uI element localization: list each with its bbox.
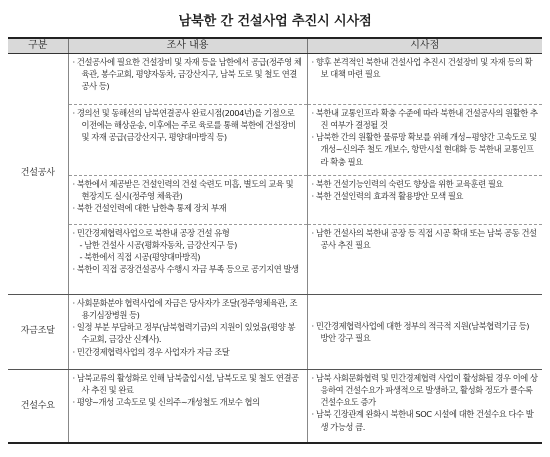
implication-cell xyxy=(307,104,542,175)
list-item: · 북한에서 제공받은 건설인력의 건설 숙련도 미흡, 별도의 교육 및 현장지도 실시(정주영 체육관) xyxy=(72,178,294,201)
table-header-row xyxy=(8,38,542,53)
implication-cell xyxy=(307,224,542,294)
list-item: · 민간경제협력사업의 경우 사업자가 자금 조달 xyxy=(72,346,230,357)
list-item: · 민간경제협력사업에 대한 정부의 적극적 지원(남북협력기금 등) 방안 강구 필요 xyxy=(311,320,530,343)
section-label-construction: 건설공사 xyxy=(8,53,68,294)
sub-list-item: - 북한에서 직접 시공(평양대마방직) xyxy=(79,252,201,263)
implication-cell xyxy=(307,53,542,104)
header-implications: 시사점 xyxy=(307,38,542,53)
comparison-table xyxy=(8,37,542,444)
list-item: · 남북교류의 활성화로 인해 남북출입시설, 남북도로 및 철도 연결공사 추진 및 완료 xyxy=(72,372,299,395)
survey-cell xyxy=(68,369,307,443)
table-row xyxy=(8,294,542,369)
table-row xyxy=(8,104,542,175)
list-item: · 사회문화분야 협력사업에 자금은 당사자가 조달(정주영체육관, 조용기심장병원 등) xyxy=(72,297,298,320)
list-item: · 일정 부분 부담하고 정부(남북협력기금)의 지원이 있었음(평양 봉수교회, 금강산 신계사). xyxy=(72,322,296,345)
header-category: 구분 xyxy=(8,38,68,53)
list-item: · 북한 건설기능인력의 숙련도 향상을 위한 교육훈련 필요 xyxy=(311,178,503,189)
list-item: · 건설공사에 필요한 건설장비 및 자재 등을 남한에서 공급(정주영 체육관, 봉수교회, 평양자동차, 금강산지구, 남북 도로 및 철도 연결공사 등) xyxy=(72,56,302,92)
list-item: · 북한내 교통인프라 확충 수준에 따라 북한내 건설공사의 원활한 추진 여부가 결정될 것 xyxy=(311,107,538,130)
list-item: · 북한 건설인력의 효과적 활용방안 모색 필요 xyxy=(311,190,463,201)
section-label-demand: 건설수요 xyxy=(8,369,68,443)
list-item: · 향후 본격적인 북한내 건설사업 추진시 건설장비 및 자재 등의 확보 대책 마련 필요 xyxy=(311,56,533,79)
section-label-financing: 자금조달 xyxy=(8,294,68,369)
list-item: · 북한이 직접 공장건설공사 수행시 자금 부족 등으로 공기지연 발생 xyxy=(72,264,299,275)
page-title: 남북한 간 건설사업 추진시 시사점 xyxy=(178,14,372,29)
implication-cell xyxy=(307,175,542,224)
survey-cell xyxy=(68,294,307,369)
list-item: · 경의선 및 동해선의 남북연결공사 완료시점(2004년)을 기점으로 이전에는 해상운송, 이후에는 주로 육로를 통해 북한에 건설장비 및 자재 공급(금강산지구, 평양대마방직 등) xyxy=(72,107,296,143)
list-item: · 북한 건설인력에 대한 남한측 통제 장치 부재 xyxy=(72,203,227,214)
header-survey: 조사 내용 xyxy=(68,38,307,53)
table-row xyxy=(8,224,542,294)
table-row xyxy=(8,369,542,443)
list-item: · 남북 사회문화협력 및 민간경제협력 사업이 활성화될 경우 이에 상응하여 건설수요가 파생적으로 발생하고, 활성화 정도가 클수록 건설수요도 증가 xyxy=(311,372,538,408)
table-row xyxy=(8,175,542,224)
survey-cell xyxy=(68,175,307,224)
implication-cell xyxy=(307,294,542,369)
list-item: · 남북 긴장관계 완화시 북한내 SOC 시설에 대한 건설수요 다수 발생 가능성 큼. xyxy=(311,409,534,432)
sub-list-item: - 남한 건설사 시공(평화자동차, 금강산지구 등) xyxy=(79,239,237,250)
survey-cell xyxy=(68,104,307,175)
survey-cell xyxy=(68,53,307,104)
list-item: · 남한 건설사의 북한내 공장 등 직접 시공 확대 또는 남북 공동 건설공사 추진 필요 xyxy=(311,227,537,250)
implication-cell xyxy=(307,369,542,443)
survey-cell xyxy=(68,224,307,294)
list-item: · 평양~개성 고속도로 및 신의주~개성철도 개보수 협의 xyxy=(72,397,260,408)
table-row xyxy=(8,53,542,104)
list-item: · 남북한 간의 원활한 물류망 확보를 위해 개성~평양간 고속도로 및 개성~신의주 철도 개보수, 항만시설 현대화 등 북한내 교통인프라 확충 필요 xyxy=(311,132,537,167)
list-item: · 민간경제협력사업으로 북한내 공장 건설 유형 xyxy=(72,227,230,238)
